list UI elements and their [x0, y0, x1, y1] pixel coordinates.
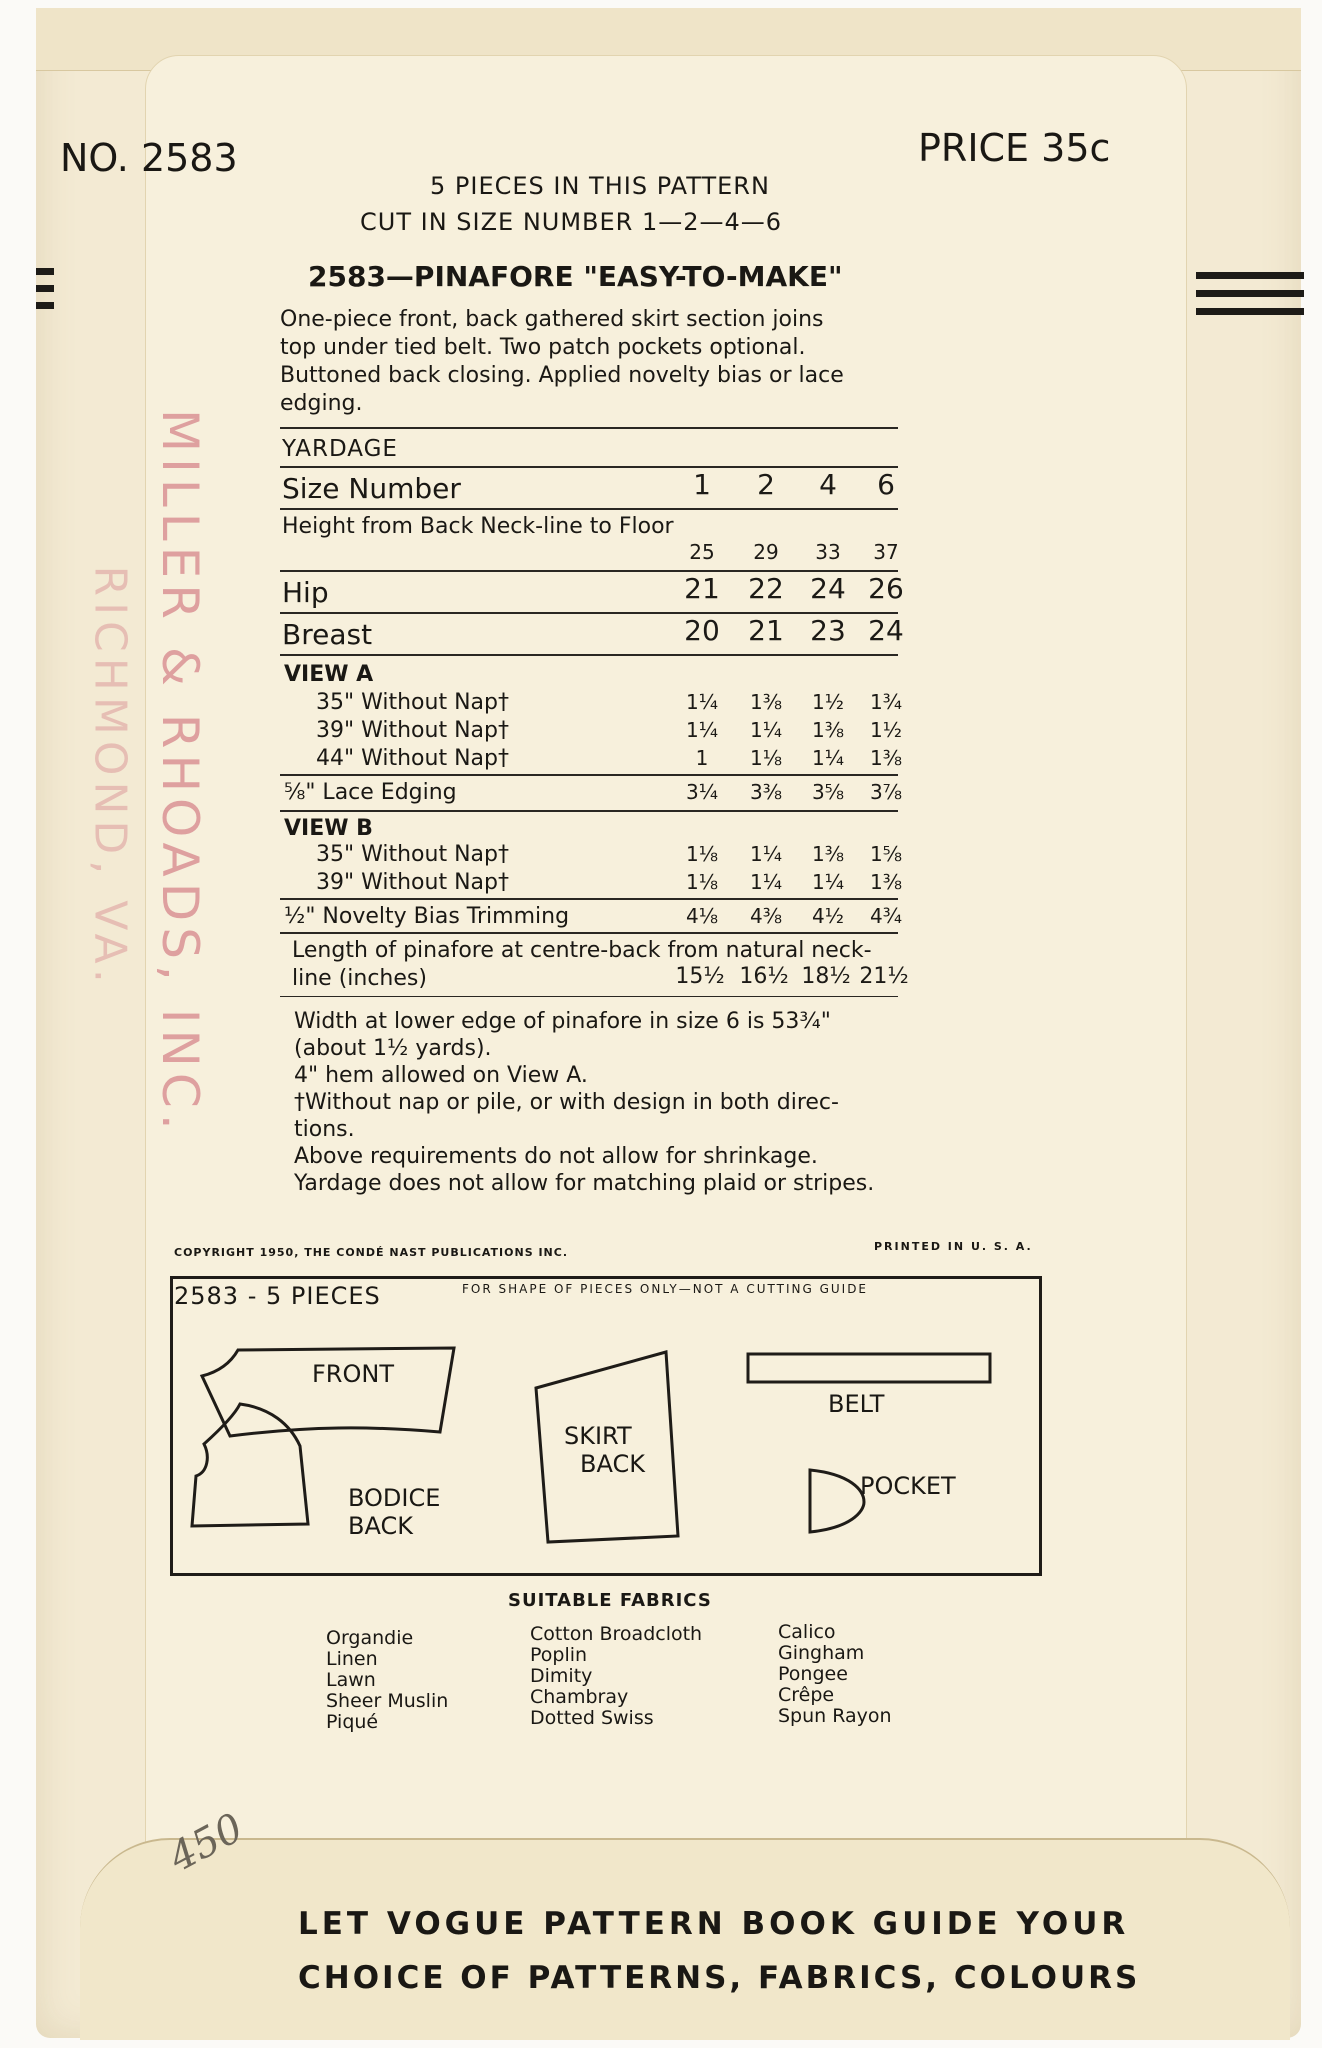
breast-value: 23 — [810, 614, 846, 647]
bodice-back-label: BODICE — [348, 1484, 441, 1512]
yardage-value: 1¼ — [685, 718, 719, 742]
size-number-label: Size Number — [282, 472, 461, 505]
fabric-list-col-2 — [530, 1624, 702, 1729]
rule — [280, 774, 898, 776]
fabric-width-label: 35" Without Nap† — [316, 842, 509, 867]
height-value: 37 — [873, 540, 899, 564]
height-value: 25 — [689, 540, 715, 564]
yardage-value: 1⅛ — [685, 870, 719, 894]
fabric-item: Linen — [326, 1648, 378, 1670]
fabric-width-label: 39" Without Nap† — [316, 718, 509, 743]
yardage-value: 3⅞ — [869, 780, 903, 804]
fabric-item: Dimity — [530, 1665, 593, 1687]
height-value: 33 — [815, 540, 841, 564]
pocket-label: POCKET — [860, 1472, 956, 1500]
yardage-value: 1⅜ — [869, 746, 903, 770]
printed-in-usa: PRINTED IN U. S. A. — [874, 1240, 1033, 1253]
yardage-value: 1¼ — [749, 718, 783, 742]
yardage-value: 1¼ — [749, 842, 783, 866]
copyright-notice: COPYRIGHT 1950, THE CONDÉ NAST PUBLICATIONS INC. — [174, 1246, 569, 1259]
notes — [294, 1008, 874, 1197]
yardage-value: 4⅛ — [685, 904, 719, 928]
rule — [280, 427, 898, 429]
fabric-width-label: 39" Without Nap† — [316, 870, 509, 895]
length-value: 16½ — [739, 964, 789, 989]
pieces-count-line: 5 PIECES IN THIS PATTERN — [430, 172, 770, 200]
hip-value: 22 — [748, 572, 784, 605]
yardage-value: 1⅜ — [811, 718, 845, 742]
pocket-piece-shape — [810, 1470, 864, 1532]
yardage-value: 3⅝ — [811, 780, 845, 804]
pieces-box-title: 2583 - 5 PIECES — [174, 1282, 381, 1310]
bodice-back-piece-shape — [192, 1404, 308, 1526]
yardage-value: 3⅜ — [749, 780, 783, 804]
hip-label: Hip — [282, 576, 329, 609]
yardage-value: 1½ — [869, 718, 903, 742]
fabric-item: Dotted Swiss — [530, 1707, 654, 1729]
description — [280, 306, 844, 418]
yardage-value: 1¼ — [685, 690, 719, 714]
rule — [280, 996, 898, 997]
length-label-continued: line (inches) — [292, 966, 427, 991]
note-line: Yardage does not allow for matching plaid or stripes. — [294, 1171, 875, 1196]
breast-label: Breast — [282, 618, 373, 651]
description-line: Buttoned back closing. Applied novelty bias or lace — [280, 363, 844, 388]
pieces-box-note: FOR SHAPE OF PIECES ONLY—NOT A CUTTING GUIDE — [462, 1282, 869, 1296]
store-stamp: MILLER & RHOADS, INC. — [151, 409, 209, 1136]
view-a-label: VIEW A — [284, 662, 374, 687]
size-value: 4 — [819, 468, 837, 501]
size-value: 1 — [693, 468, 711, 501]
yardage-value: 1⅜ — [749, 690, 783, 714]
note-line: tions. — [294, 1117, 355, 1142]
yardage-value: 1¼ — [811, 870, 845, 894]
lace-edging-label: ⅝" Lace Edging — [284, 780, 457, 805]
yardage-value: 3¼ — [685, 780, 719, 804]
rule — [280, 508, 898, 510]
pattern-number: NO. 2583 — [60, 136, 238, 180]
yardage-value: 1¼ — [811, 746, 845, 770]
fabric-item: Cotton Broadcloth — [530, 1623, 703, 1645]
sizes-line: CUT IN SIZE NUMBER 1—2—4—6 — [360, 208, 783, 236]
breast-value: 20 — [684, 614, 720, 647]
yardage-value: 4¾ — [869, 904, 903, 928]
footer-line-2: CHOICE OF PATTERNS, FABRICS, COLOURS — [298, 1960, 1141, 1996]
belt-piece-shape — [748, 1354, 990, 1382]
bias-trimming-label: ½" Novelty Bias Trimming — [284, 904, 570, 929]
store-stamp-city: RICHMOND, VA. — [84, 565, 136, 989]
belt-label: BELT — [828, 1390, 885, 1418]
fabric-item: Piqué — [326, 1711, 379, 1733]
fabric-width-label: 44" Without Nap† — [316, 746, 509, 771]
hip-value: 24 — [810, 572, 846, 605]
description-line: edging. — [280, 391, 363, 416]
breast-value: 24 — [868, 614, 904, 647]
hip-value: 26 — [868, 572, 904, 605]
yardage-value: 1⅝ — [869, 842, 903, 866]
fabric-item: Spun Rayon — [778, 1705, 892, 1727]
handwritten-price: 450 — [161, 1804, 251, 1882]
length-value: 21½ — [859, 964, 909, 989]
yardage-value: 1¼ — [749, 870, 783, 894]
fabric-item: Lawn — [326, 1669, 376, 1691]
bodice-back-label: BACK — [348, 1512, 413, 1540]
size-value: 6 — [877, 468, 895, 501]
length-value: 15½ — [675, 964, 725, 989]
view-b-label: VIEW B — [284, 816, 373, 841]
description-line: top under tied belt. Two patch pockets optional. — [280, 335, 806, 360]
yardage-value: 4½ — [811, 904, 845, 928]
fabric-item: Pongee — [778, 1663, 848, 1685]
note-line: (about 1½ yards). — [294, 1036, 492, 1061]
yardage-value: 1⅜ — [811, 842, 845, 866]
rule — [280, 810, 898, 812]
note-line: 4" hem allowed on View A. — [294, 1063, 588, 1088]
fabric-item: Organdie — [326, 1627, 414, 1649]
yardage-value: 1½ — [811, 690, 845, 714]
length-label: Length of pinafore at centre-back from natural neck- — [292, 938, 872, 963]
footer-line-1: LET VOGUE PATTERN BOOK GUIDE YOUR — [298, 1906, 1130, 1942]
hip-value: 21 — [684, 572, 720, 605]
fabric-list-col-3 — [778, 1622, 892, 1727]
fabric-list-col-1 — [326, 1628, 448, 1733]
skirt-back-label: BACK — [580, 1450, 645, 1478]
fabric-item: Chambray — [530, 1686, 629, 1708]
pattern-price: PRICE 35c — [918, 126, 1111, 170]
front-label: FRONT — [312, 1360, 394, 1388]
size-value: 2 — [757, 468, 775, 501]
yardage-value: 1⅛ — [749, 746, 783, 770]
height-value: 29 — [753, 540, 779, 564]
yardage-value: 1 — [695, 746, 709, 770]
length-value: 18½ — [801, 964, 851, 989]
rule — [280, 898, 898, 900]
yardage-value: 1¾ — [869, 690, 903, 714]
rule — [280, 654, 898, 656]
yardage-value: 1⅜ — [869, 870, 903, 894]
yardage-value: 1⅛ — [685, 842, 719, 866]
fabric-item: Gingham — [778, 1642, 865, 1664]
note-line: †Without nap or pile, or with design in both direc- — [294, 1090, 839, 1115]
fabric-item: Calico — [778, 1621, 836, 1643]
breast-value: 21 — [748, 614, 784, 647]
fabric-item: Crêpe — [778, 1684, 835, 1706]
yardage-value: 4⅜ — [749, 904, 783, 928]
yardage-label: YARDAGE — [282, 436, 398, 462]
note-line: Above requirements do not allow for shrinkage. — [294, 1144, 818, 1169]
pattern-title: 2583—PINAFORE "EASY-TO-MAKE" — [308, 260, 843, 293]
description-line: One-piece front, back gathered skirt section joins — [280, 307, 824, 332]
skirt-back-label: SKIRT — [564, 1422, 632, 1450]
height-label: Height from Back Neck-line to Floor — [282, 514, 674, 539]
note-line: Width at lower edge of pinafore in size 6 is 53¾" — [294, 1009, 831, 1034]
fabric-item: Poplin — [530, 1644, 588, 1666]
rule — [280, 932, 898, 934]
fabric-item: Sheer Muslin — [326, 1690, 449, 1712]
fabric-width-label: 35" Without Nap† — [316, 690, 509, 715]
suitable-fabrics-title: SUITABLE FABRICS — [508, 1590, 712, 1611]
